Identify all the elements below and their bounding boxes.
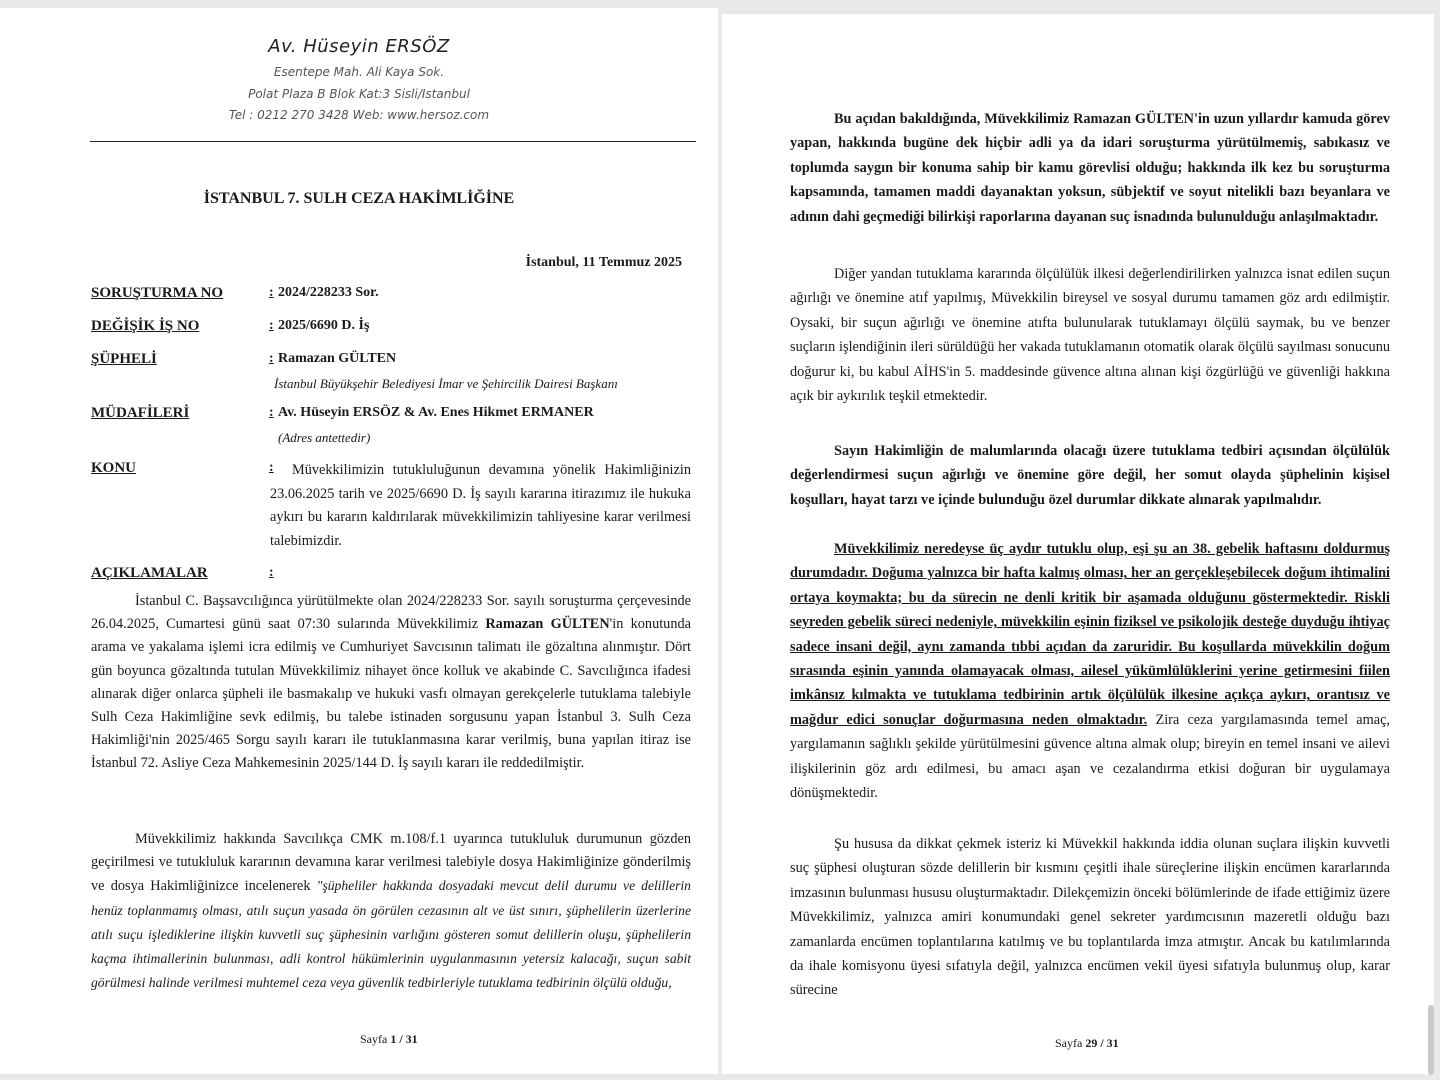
document-date: İstanbul, 11 Temmuz 2025	[525, 255, 682, 270]
konu-text-content: Müvekkilimizin tutukluluğunun devamına yönelik Hakimliğinizin 23.06.2025 tarih ve 2025/6690 D. İş sayılı kararına itirazımız ile hukuka aykırı bu kararın kaldırılarak müvekkilimizin tahliyesine karar verilmesi talebimizdir.	[270, 462, 691, 549]
colon: :	[269, 405, 274, 420]
scrollbar[interactable]	[1428, 1005, 1434, 1075]
footer-page-number: 29 / 31	[1085, 1036, 1119, 1050]
paragraph-1	[91, 590, 691, 776]
footer-prefix: Sayfa	[1055, 1036, 1086, 1050]
supheli-title: İstanbul Büyükşehir Belediyesi İmar ve Şehircilik Dairesi Başkanı	[274, 376, 618, 391]
paragraph-r3-text: Sayın Hakimliğin de malumlarında olacağı üzere tutuklama tedbiri açısından ölçülülük değerlendirmesi suçun ağırlığı ve önemine göre değil, her somut olayda şüphelinin kişisel koşulları, hayat tarzı ve içinde bulunduğu özel durumlar dikkate alınarak yapılmalıdır.	[790, 443, 1390, 508]
sorusturma-no-label: SORUŞTURMA NO	[91, 285, 224, 301]
supheli-value: Ramazan GÜLTEN	[278, 351, 397, 366]
letterhead-contact: Tel : 0212 270 3428 Web: www.hersoz.com	[228, 108, 490, 122]
letterhead-address-line1: Esentepe Mah. Ali Kaya Sok.	[273, 65, 445, 79]
document-page-1	[0, 8, 718, 1074]
paragraph-1-text-a: İstanbul C. Başsavcılığınca yürütülmekte olan 2024/228233 Sor. sayılı soruşturma çerçevesinde 26.04.2025, Cumartesi günü saat 07:30 sularında Müvekkilimiz	[91, 593, 691, 633]
paragraph-r4-underlined: Müvekkilimiz neredeyse üç aydır tutuklu olup, eşi şu an 38. gebelik haftasını doldurmuş durumdadır. Doğuma yalnızca bir hafta kalmış olması, her an gerçekleşebilecek doğum ihtimalini ortaya koymakta; bu da sürecin ne denli kritik bir aşamada olduğunu göstermektedir. Riskli seyreden gebelik süreci nedeniyle, müvekkilin eşinin fiziksel ve psikolojik desteğe duyduğu ihtiyaç sadece insani değil, aynı zamanda tıbbi açıdan da zaruridir. Bu koşullarda müvekkilin doğum sırasında eşinin yanında olamayacak olması, ailesel yükümlülüklerini yerine getirmesini fiilen imkânsız kılmakta ve tutuklama tedbirinin artık ölçülülük ilkesine açıkça aykırı, orantısız ve mağdur edici sonuçlar doğurmasına neden olmaktadır.	[790, 541, 1390, 728]
konu-label: KONU	[91, 460, 136, 476]
degisik-is-no-label: DEĞİŞİK İŞ NO	[91, 318, 200, 334]
letterhead-address-line2: Polat Plaza B Blok Kat:3 Sisli/Istanbul	[248, 87, 470, 101]
page-footer	[1055, 1036, 1119, 1051]
mudafileri-address-note: (Adres antettedir)	[278, 430, 371, 445]
colon: :	[269, 285, 274, 300]
paragraph-2-quote: "şüpheliler hakkında dosyadaki mevcut delil durumu ve delillerin henüz toplanmamış olması, atılı suçun yasada ön görülen cezasının alt ve üst sınırı, şüphelilerin üzerlerine atılı suçu işlediklerine ilişkin kuvvetli suç şüphesinin varlığını gösteren somut delillerin oluşu, şüphelilerin kaçma ihtimallerinin bulunması, adli kontrol hükümlerinin uygulanmasının yetersiz kalacağı, suçun sabit görülmesi halinde verilmesi muhtemel ceza veya güvenlik tedbirleriyle tutuklama tedbirinin ölçülü olduğu,	[91, 878, 691, 991]
paragraph-r1-text: Bu açıdan bakıldığında, Müvekkilimiz Ramazan GÜLTEN'in uzun yıllardır kamuda görev yapan, hakkında bugüne dek hiçbir adli ya da idari soruşturma yürütülmemiş, sabıkasız ve toplumda saygın bir konuma sahip bir kamu görevlisi olduğu; hakkında ilk kez bu soruşturma kapsamında, tamamen maddi dayanaktan yoksun, sübjektif ve soyut nitelikli bazı beyanlara ve adının dahi geçmediği bilirkişi raporlarına dayanan suç isnadında bulunulduğu anlaşılmaktadır.	[790, 111, 1390, 225]
paragraph-r5-text: Şu hususa da dikkat çekmek isteriz ki Müvekkil hakkında iddia olunan suçlara ilişkin kuvvetli suç şüphesi oluşturan sözde delillerin bir kısmını çeşitli ihale süreçlerine ilişkin encümen kararlarında imzasının bulunması hususu oluşturmaktadır. Dilekçemizin önceki bölümlerinde de ifade ettiğimiz üzere Müvekkilimiz, yalnızca amiri konumundaki genel sekreter yardımcısının mazeretli olduğu bazı zamanlarda encümen toplantılarına katılmış ve bu toplantılarda imza atmıştır. Ancak bu katılımlarında da ihale komisyonu üyesi sıfatıyla değil, yalnızca encümen vekil üyesi sıfatıyla bulunmuş olup, karar sürecine	[790, 836, 1390, 999]
paragraph-r2-text: Diğer yandan tutuklama kararında ölçülülük ilkesi değerlendirilirken yalnızca isnat edilen suçun ağırlığı ve önemine atıf yapılmış, Müvekkilin bireysel ve sosyal durumu tamamen göz ardı edilmiştir. Oysaki, bir suçun ağırlığı ve önemine atıfta bulunularak tutuklamayı ölçülü saymak, bu ve benzer suçların işlendiğinin ileri sürüldüğü her vakada tutuklamanın otomatik olarak ölçülü sayılması sonucunu doğurur ki, bu kabul AİHS'in 5. maddesinde güvence altına alınan kişi özgürlüğü ve güvenliği hakkına açık bir aykırılık teşkil etmektedir.	[790, 266, 1390, 405]
paragraph-1-name: Ramazan GÜLTEN	[485, 616, 610, 633]
mudafileri-value: Av. Hüseyin ERSÖZ & Av. Enes Hikmet ERMANER	[278, 405, 594, 420]
paragraph-2-text-a: Müvekkilimiz hakkında Savcılıkça CMK m.108/f.1 uyarınca tutukluluk durumunun gözden geçirilmesi ve tutukluluk kararının devamına karar verilmesi talebiyle dosya Hakimliğinize gönderilmiş ve dosya Hakimliğinizce incelenerek	[91, 831, 691, 895]
colon: :	[269, 565, 274, 580]
footer-page-number: 1 / 31	[390, 1032, 418, 1046]
degisik-is-no-value: 2025/6690 D. İş	[278, 318, 370, 333]
paragraph-r5	[790, 832, 1390, 1003]
paragraph-1-text-c: 'in konutunda arama ve yakalama işlemi icra edilmiş ve Cumhuriyet Savcısının talimatı ile gözaltına alınmıştır. Dört gün boyunca gözaltında tutulan Müvekkilimiz nihayet önce kolluk ve akabinde C. Savcılığınca ifadesi alınarak diğer onlarca şüpheli ile basmakalıp ve hukuki vasfı olmayan gerekçelerle tutuklama talebiyle Sulh Ceza Hakimliğine sevk edilmiş, bu talebe istinaden sorgusunu yapan İstanbul 3. Sulh Ceza Hakimliği'nin 2025/465 Sorgu sayılı kararı ile tutuklanmasına karar verilmiş, buna yapılan itiraz ise İstanbul 72. Asliye Ceza Mahkemesinin 2025/144 D. İş sayılı kararı ile reddedilmiştir.	[91, 616, 691, 772]
paragraph-r2	[790, 262, 1390, 408]
colon: :	[269, 318, 274, 333]
letterhead-name: Av. Hüseyin ERSÖZ	[268, 36, 450, 57]
paragraph-r1	[790, 107, 1390, 229]
supheli-label: ŞÜPHELİ	[91, 351, 157, 367]
court-title: İSTANBUL 7. SULH CEZA HAKİMLİĞİNE	[203, 190, 515, 207]
konu-text	[270, 459, 691, 553]
document-page-29	[722, 14, 1434, 1074]
footer-prefix: Sayfa	[360, 1032, 391, 1046]
colon: :	[269, 351, 274, 366]
paragraph-2	[91, 828, 691, 995]
page-footer	[360, 1032, 418, 1047]
mudafileri-label: MÜDAFİLERİ	[91, 405, 190, 421]
aciklamalar-label: AÇIKLAMALAR	[91, 565, 208, 581]
paragraph-r4-rest: Zira ceza yargılamasında temel amaç, yargılamanın sağlıklı şekilde yürütülmesini güvence altına almak olup; bireyin en temel insani ve ailevi ilişkilerinin göz ardı edilmesi, bu amacı aşan ve cezalandırma etkisi doğuran bir uygulamaya dönüşmektedir.	[790, 711, 1390, 802]
paragraph-r4	[790, 537, 1390, 805]
letterhead-divider	[90, 141, 696, 142]
colon: :	[269, 460, 274, 475]
paragraph-r3	[790, 439, 1390, 512]
sorusturma-no-value: 2024/228233 Sor.	[278, 285, 379, 300]
